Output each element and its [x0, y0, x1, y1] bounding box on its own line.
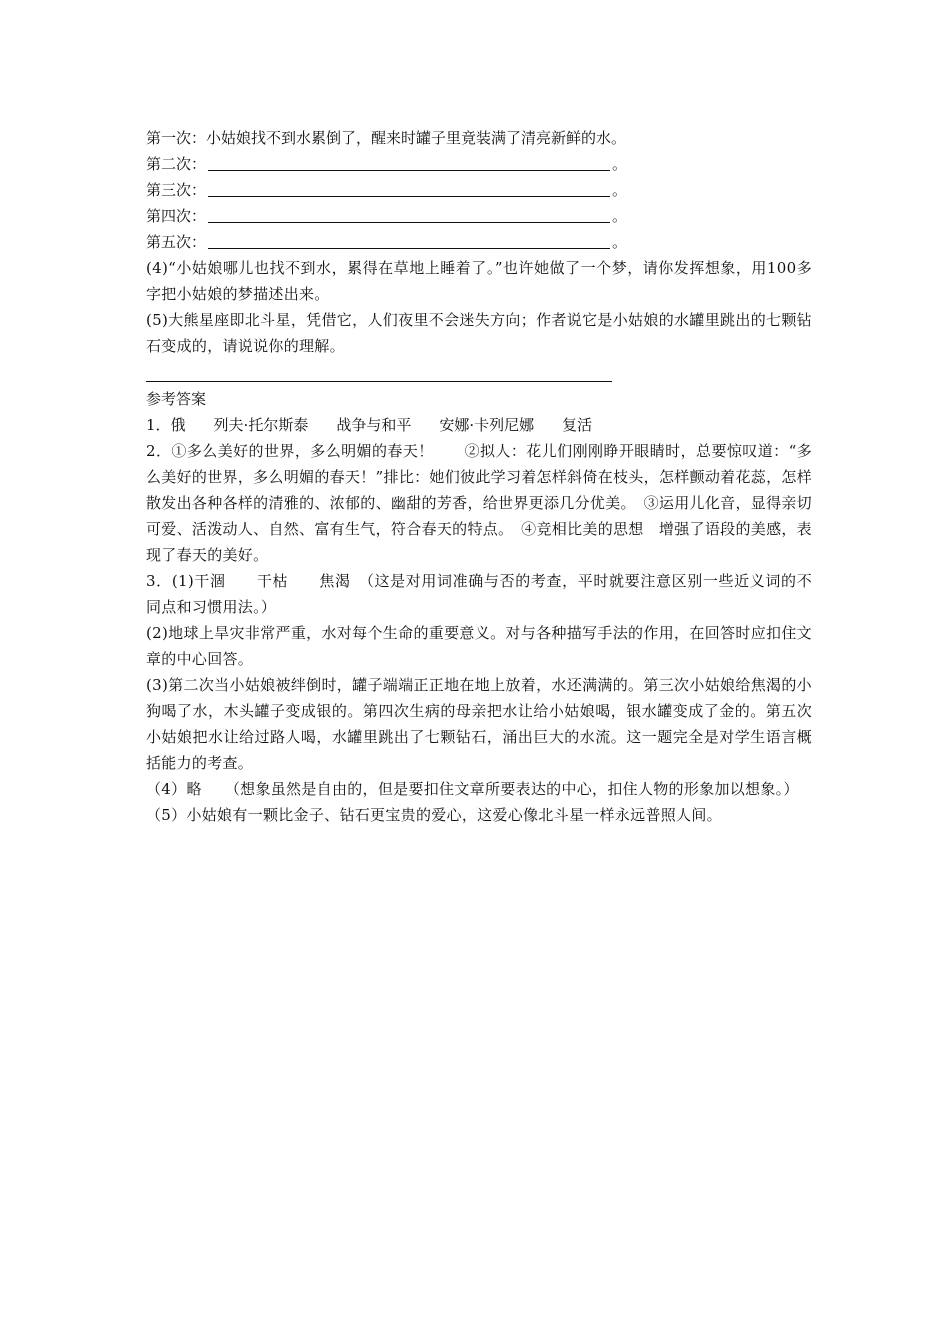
fill-row-third [146, 177, 812, 203]
answer-3-1: 3．(1)干涸 干枯 焦渴 （这是对用词准确与否的考查，平时就要注意区别一些近义词的不同点和习惯用法。） [146, 572, 812, 616]
answer-blank[interactable] [208, 156, 610, 171]
document-page [146, 125, 812, 828]
fill-end: 。 [612, 207, 628, 225]
answer-3-4: （4）略 （想象虽然是自由的，但是要扣住文章所要表达的中心，扣住人物的形象加以想象。） [146, 780, 799, 798]
answer-1-num: 1．俄 [146, 416, 186, 434]
fill-end: 。 [612, 181, 628, 199]
answer-3-3: (3)第二次当小姑娘被绊倒时，罐子端端正正地在地上放着，水还满满的。第三次小姑娘给焦渴的小狗喝了水，木头罐子变成银的。第四次生病的母亲把水让给小姑娘喝，银水罐变成了金的。第五次小姑娘把水让给过路人喝，水罐里跳出了七颗钻石，涌出巨大的水流。这一题完全是对学生语言概括能力的考查。 [146, 676, 812, 772]
fill-row-fourth [146, 203, 812, 229]
answer-1 [146, 412, 812, 438]
fill-label: 第四次： [146, 207, 207, 225]
fill-end: 。 [612, 233, 628, 251]
answers-heading: 参考答案 [146, 390, 207, 408]
fill-row-fifth [146, 229, 812, 255]
fill-label: 第三次： [146, 181, 207, 199]
answer-blank[interactable] [208, 208, 610, 223]
answer-line[interactable] [146, 359, 612, 382]
first-time-text: 第一次：小姑娘找不到水累倒了，醒来时罐子里竟装满了清亮新鲜的水。 [146, 129, 627, 147]
answer-1-work: 复活 [562, 416, 593, 434]
answer-blank[interactable] [208, 182, 610, 197]
fill-end: 。 [612, 155, 628, 173]
answer-2: 2．①多么美好的世界，多么明媚的春天！ ②拟人：花儿们刚刚睁开眼睛时，总要惊叹道：“多么美好的世界，多么明媚的春天！”排比：她们彼此学习着怎样斜倚在枝头，怎样颤动着花蕊，怎样散发出各种各样的清雅的、浓郁的、幽甜的芳香，给世界更添几分优美。 ③运用儿化音，显得亲切可爱、活泼动人、自然、富有生气，符合春天的特点。 ④竞相比美的思想 增强了语段的美感，表现了春天的美好。 [146, 442, 812, 564]
fill-row-second [146, 151, 812, 177]
question-5: (5)大熊星座即北斗星，凭借它，人们夜里不会迷失方向；作者说它是小姑娘的水罐里跳出的七颗钻石变成的，请说说你的理解。 [146, 311, 812, 355]
answer-1-work: 战争与和平 [336, 416, 412, 434]
fill-label: 第二次： [146, 155, 207, 173]
question-4: (4)“小姑娘哪儿也找不到水，累得在草地上睡着了。”也许她做了一个梦，请你发挥想象，用100多字把小姑娘的梦描述出来。 [146, 259, 812, 303]
answer-blank[interactable] [208, 234, 610, 249]
answer-1-work: 安娜·卡列尼娜 [439, 416, 535, 434]
answer-3-5: （5）小姑娘有一颗比金子、钻石更宝贵的爱心，这爱心像北斗星一样永远普照人间。 [146, 806, 722, 824]
fill-label: 第五次： [146, 233, 207, 251]
answer-3-2: (2)地球上旱灾非常严重，水对每个生命的重要意义。对与各种描写手法的作用，在回答时应扣住文章的中心回答。 [146, 624, 812, 668]
answer-1-author: 列夫·托尔斯泰 [213, 416, 309, 434]
